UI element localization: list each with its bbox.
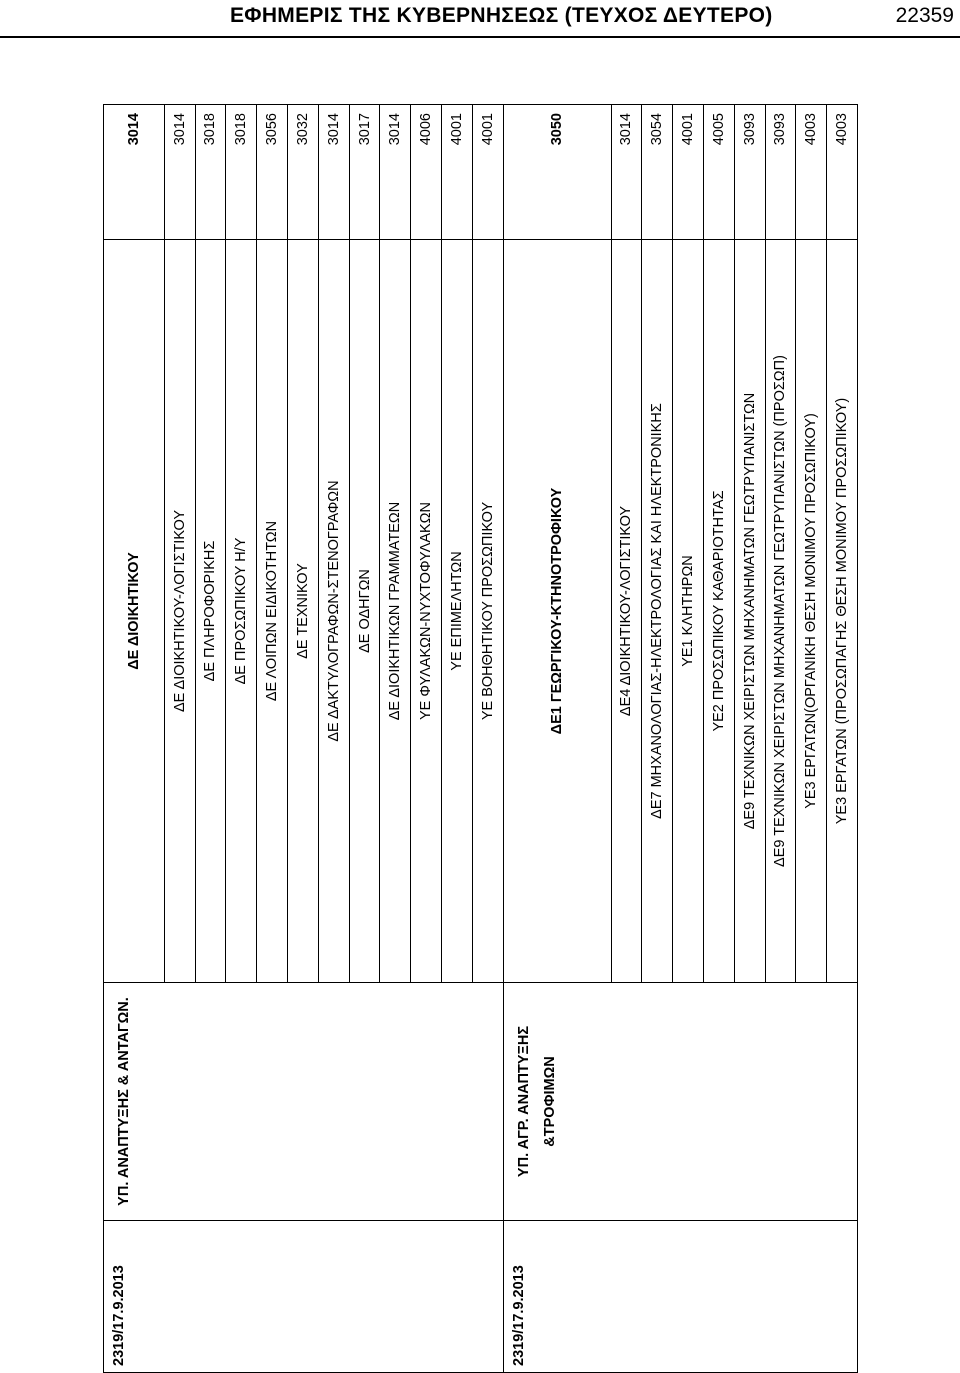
table-row bbox=[734, 105, 765, 1373]
decision-cell bbox=[195, 1221, 226, 1373]
service-cell bbox=[472, 983, 503, 1221]
code-cell: 4001 bbox=[673, 105, 704, 240]
service-cell bbox=[796, 983, 827, 1221]
table-row bbox=[104, 105, 165, 1373]
decision-cell bbox=[703, 1221, 734, 1373]
table-row bbox=[164, 105, 195, 1373]
service-cell bbox=[611, 983, 642, 1221]
service-cell bbox=[642, 983, 673, 1221]
code-cell: 3018 bbox=[226, 105, 257, 240]
service-cell bbox=[195, 983, 226, 1221]
code-cell: 3014 bbox=[611, 105, 642, 240]
decision-cell: 2319/17.9.2013 bbox=[503, 1221, 611, 1373]
service-cell bbox=[287, 983, 318, 1221]
specialty-cell: ΔΕ ΔΙΟΙΚΗΤΙΚΟΥ bbox=[104, 240, 165, 983]
service-cell bbox=[703, 983, 734, 1221]
specialty-cell: ΔΕ ΤΕΧΝΙΚΟΥ bbox=[287, 240, 318, 983]
table-row bbox=[287, 105, 318, 1373]
code-cell: 3014 bbox=[104, 105, 165, 240]
decision-cell bbox=[226, 1221, 257, 1373]
specialty-cell: ΔΕ ΛΟΙΠΩΝ ΕΙΔΙΚΟΤΗΤΩΝ bbox=[257, 240, 288, 983]
specialty-cell: ΔΕ ΠΛΗΡΟΦΟΡΙΚΗΣ bbox=[195, 240, 226, 983]
table-row bbox=[673, 105, 704, 1373]
table-row bbox=[765, 105, 796, 1373]
service-cell bbox=[673, 983, 704, 1221]
table-row bbox=[380, 105, 411, 1373]
code-cell: 3018 bbox=[195, 105, 226, 240]
service-cell bbox=[318, 983, 349, 1221]
specialty-cell: ΔΕ ΟΔΗΓΩΝ bbox=[349, 240, 380, 983]
table-row bbox=[796, 105, 827, 1373]
code-cell: 3017 bbox=[349, 105, 380, 240]
service-cell: ΥΠ. ΑΝΑΠΤΥΞΗΣ & ΑΝΤΑΓΩΝ. bbox=[104, 983, 165, 1221]
rotated-table-container bbox=[103, 105, 858, 1373]
table-row bbox=[472, 105, 503, 1373]
table-row bbox=[411, 105, 442, 1373]
code-cell: 4001 bbox=[442, 105, 473, 240]
decision-cell bbox=[796, 1221, 827, 1373]
decision-cell bbox=[164, 1221, 195, 1373]
code-cell: 4003 bbox=[827, 105, 858, 240]
code-cell: 3050 bbox=[503, 105, 611, 240]
table-body bbox=[104, 105, 858, 1373]
code-cell: 3032 bbox=[287, 105, 318, 240]
specialty-cell: ΔΕ ΔΙΟΙΚΗΤΙΚΟΥ-ΛΟΓΙΣΤΙΚΟΥ bbox=[164, 240, 195, 983]
decision-cell bbox=[827, 1221, 858, 1373]
service-cell bbox=[349, 983, 380, 1221]
table-row bbox=[257, 105, 288, 1373]
service-cell bbox=[257, 983, 288, 1221]
table-row bbox=[442, 105, 473, 1373]
service-cell bbox=[734, 983, 765, 1221]
decision-cell bbox=[734, 1221, 765, 1373]
table-row bbox=[503, 105, 611, 1373]
decision-cell bbox=[257, 1221, 288, 1373]
page-number: 22359 bbox=[895, 4, 954, 27]
specialty-cell: ΥΕ3 ΕΡΓΑΤΩΝ (ΠΡΟΣΩΠΑΓΗΣ ΘΕΣΗ ΜΟΝΙΜΟΥ ΠΡΟΣΩΠΙΚΟΥ) bbox=[827, 240, 858, 983]
specialty-cell: ΥΕ ΒΟΗΘΗΤΙΚΟΥ ΠΡΟΣΩΠΙΚΟΥ bbox=[472, 240, 503, 983]
specialty-cell: ΔΕ4 ΔΙΟΙΚΗΤΙΚΟΥ-ΛΟΓΙΣΤΙΚΟΥ bbox=[611, 240, 642, 983]
specialty-cell: ΥΕ2 ΠΡΟΣΩΠΙΚΟΥ ΚΑΘΑΡΙΟΤΗΤΑΣ bbox=[703, 240, 734, 983]
decision-cell bbox=[411, 1221, 442, 1373]
service-cell bbox=[411, 983, 442, 1221]
specialty-cell: ΔΕ9 ΤΕΧΝΙΚΩΝ ΧΕΙΡΙΣΤΩΝ ΜΗΧΑΝΗΜΑΤΩΝ ΓΕΩΤΡΥΠΑΝΙΣΤΩΝ (ΠΡΟΣΩΠ) bbox=[765, 240, 796, 983]
code-cell: 3093 bbox=[734, 105, 765, 240]
header-rule bbox=[0, 36, 960, 38]
code-cell: 3093 bbox=[765, 105, 796, 240]
specialty-cell: ΥΕ ΕΠΙΜΕΛΗΤΩΝ bbox=[442, 240, 473, 983]
specialty-cell: ΥΕ ΦΥΛΑΚΩΝ-ΝΥΧΤΟΦΥΛΑΚΩΝ bbox=[411, 240, 442, 983]
table-row bbox=[226, 105, 257, 1373]
table-row bbox=[703, 105, 734, 1373]
decision-cell bbox=[349, 1221, 380, 1373]
decision-cell bbox=[611, 1221, 642, 1373]
gazette-title: ΕΦΗΜΕΡΙΣ ΤΗΣ ΚΥΒΕΡΝΗΣΕΩΣ (ΤΕΥΧΟΣ ΔΕΥΤΕΡΟ) bbox=[230, 4, 773, 27]
table-row bbox=[195, 105, 226, 1373]
code-cell: 4006 bbox=[411, 105, 442, 240]
specialty-cell: ΔΕ9 ΤΕΧΝΙΚΩΝ ΧΕΙΡΙΣΤΩΝ ΜΗΧΑΝΗΜΑΤΩΝ ΓΕΩΤΡΥΠΑΝΙΣΤΩΝ bbox=[734, 240, 765, 983]
code-cell: 3014 bbox=[380, 105, 411, 240]
service-cell bbox=[164, 983, 195, 1221]
specialties-table bbox=[103, 104, 858, 1373]
decision-cell bbox=[380, 1221, 411, 1373]
decision-cell bbox=[318, 1221, 349, 1373]
specialty-cell: ΔΕ1 ΓΕΩΡΓΙΚΟΥ-ΚΤΗΝΟΤΡΟΦΙΚΟΥ bbox=[503, 240, 611, 983]
code-cell: 3054 bbox=[642, 105, 673, 240]
code-cell: 3014 bbox=[318, 105, 349, 240]
service-cell bbox=[827, 983, 858, 1221]
service-cell: ΥΠ. ΑΓΡ. ΑΝΑΠΤΥΞΗΣ &ΤΡΟΦΙΜΩΝ bbox=[503, 983, 611, 1221]
service-cell bbox=[380, 983, 411, 1221]
decision-cell: 2319/17.9.2013 bbox=[104, 1221, 165, 1373]
decision-cell bbox=[765, 1221, 796, 1373]
specialty-cell: ΔΕ ΠΡΟΣΩΠΙΚΟΥ Η/Υ bbox=[226, 240, 257, 983]
code-cell: 3014 bbox=[164, 105, 195, 240]
service-cell bbox=[442, 983, 473, 1221]
code-cell: 4003 bbox=[796, 105, 827, 240]
specialty-cell: ΥΕ1 ΚΛΗΤΗΡΩΝ bbox=[673, 240, 704, 983]
decision-cell bbox=[472, 1221, 503, 1373]
decision-cell bbox=[673, 1221, 704, 1373]
table-row bbox=[827, 105, 858, 1373]
table-row bbox=[642, 105, 673, 1373]
code-cell: 4001 bbox=[472, 105, 503, 240]
code-cell: 4005 bbox=[703, 105, 734, 240]
decision-cell bbox=[642, 1221, 673, 1373]
service-cell bbox=[226, 983, 257, 1221]
code-cell: 3056 bbox=[257, 105, 288, 240]
specialty-cell: ΥΕ3 ΕΡΓΑΤΩΝ(ΟΡΓΑΝΙΚΗ ΘΕΣΗ ΜΟΝΙΜΟΥ ΠΡΟΣΩΠΙΚΟΥ) bbox=[796, 240, 827, 983]
service-cell bbox=[765, 983, 796, 1221]
decision-cell bbox=[287, 1221, 318, 1373]
decision-cell bbox=[442, 1221, 473, 1373]
specialty-cell: ΔΕ ΔΙΟΙΚΗΤΙΚΩΝ ΓΡΑΜΜΑΤΕΩΝ bbox=[380, 240, 411, 983]
table-row bbox=[349, 105, 380, 1373]
table-row bbox=[318, 105, 349, 1373]
specialty-cell: ΔΕ ΔΑΚΤΥΛΟΓΡΑΦΩΝ-ΣΤΕΝΟΓΡΑΦΩΝ bbox=[318, 240, 349, 983]
specialty-cell: ΔΕ7 ΜΗΧΑΝΟΛΟΓΙΑΣ-ΗΛΕΚΤΡΟΛΟΓΙΑΣ ΚΑΙ ΗΛΕΚΤΡΟΝΙΚΗΣ bbox=[642, 240, 673, 983]
table-row bbox=[611, 105, 642, 1373]
